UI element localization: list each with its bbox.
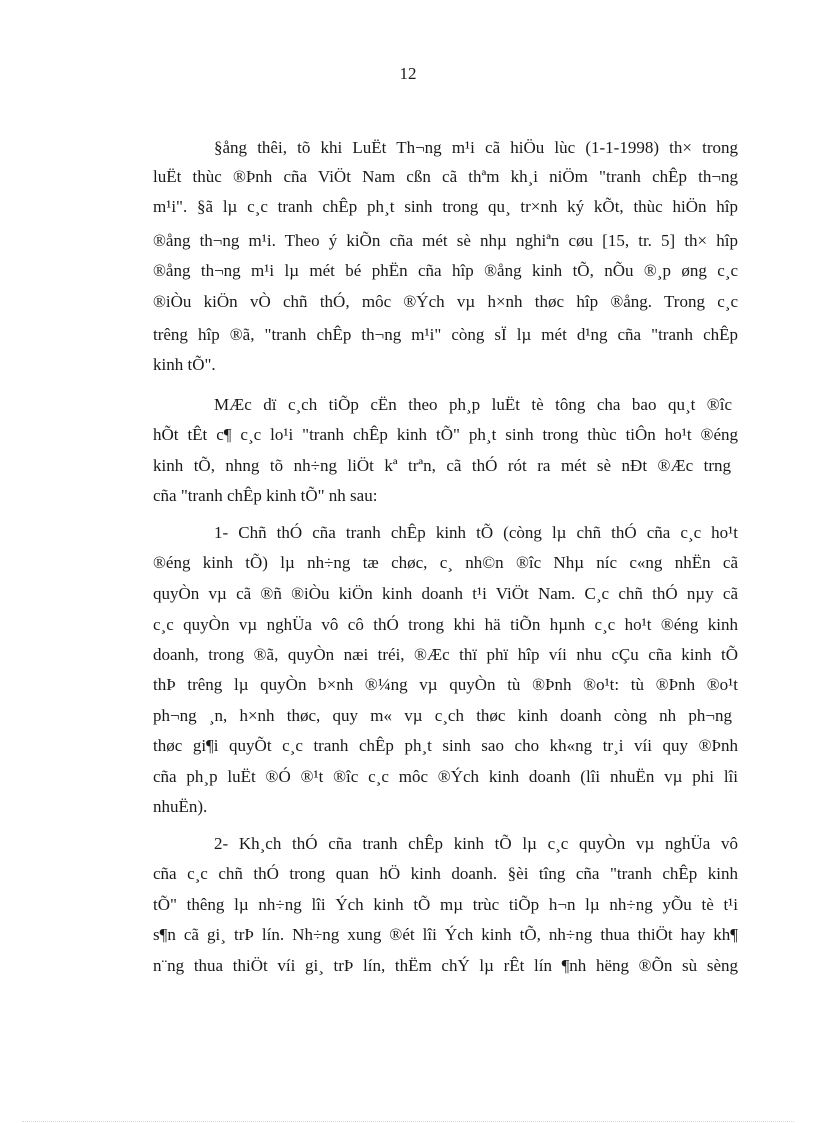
text-line: tÕ" thêng lµ nh÷ng lîi Ých kinh tÕ mµ trùc tiÕp h¬n lµ nh÷ng yÕu tè t¹i — [153, 895, 738, 914]
text-line: ®éng kinh tÕ) lµ nh÷ng tæ chøc, c¸ nh©n ®îc Nhµ níc c«ng nhËn cã — [153, 553, 738, 572]
text-line: trêng hîp ®ã, "tranh chÊp th¬ng m¹i" còng sÏ lµ mét d¹ng cña "tranh chÊp — [153, 325, 738, 344]
text-line: ®ång th¬ng m¹i lµ mét bé phËn cña hîp ®ång kinh tÕ, nÕu ®¸p øng c¸c — [153, 261, 738, 280]
text-line: cña "tranh chÊp kinh tÕ" nh sau: — [153, 486, 378, 505]
text-line: ®iÒu kiÖn vÒ chñ thÓ, môc ®Ých vµ h×nh thøc hîp ®ång. Trong c¸c — [153, 292, 738, 311]
text-line: kinh tÕ, nhng tõ nh÷ng liÖt kª trªn, cã thÓ rót ra mét sè nÐt ®Æc trng — [153, 456, 731, 475]
text-line: n¨ng thua thiÖt víi gi¸ trÞ lín, thËm chÝ lµ rÊt lín ¶nh hëng ®Õn sù sèng — [153, 956, 738, 975]
text-line: thøc gi¶i quyÕt c¸c tranh chÊp ph¸t sinh sao cho kh«ng tr¸i víi quy ®Þnh — [153, 736, 738, 755]
text-line: thÞ trêng lµ quyÒn b×nh ®¼ng vµ quyÒn tù ®Þnh ®o¹t: tù ®Þnh ®o¹t — [153, 675, 738, 694]
text-line: hÕt tÊt c¶ c¸c lo¹i "tranh chÊp kinh tÕ" ph¸t sinh trong thùc tiÔn ho¹t ®éng — [153, 425, 738, 444]
text-line: MÆc dï c¸ch tiÕp cËn theo ph¸p luËt tè tông cha bao qu¸t ®îc — [214, 395, 732, 414]
text-line: 1- Chñ thÓ cña tranh chÊp kinh tÕ (còng lµ chñ thÓ cña c¸c ho¹t — [214, 523, 738, 542]
text-line: quyÒn vµ cã ®ñ ®iÒu kiÖn kinh doanh t¹i ViÖt Nam. C¸c chñ thÓ nµy cã — [153, 584, 738, 603]
text-line: s¶n cã gi¸ trÞ lín. Nh÷ng xung ®ét lîi Ých kinh tÕ, nh÷ng thua thiÖt hay kh¶ — [153, 925, 738, 944]
text-line: ph¬ng ¸n, h×nh thøc, quy m« vµ c¸ch thøc kinh doanh còng nh ph¬ng — [153, 706, 732, 725]
text-line: §ång thêi, tõ khi LuËt Th¬ng m¹i cã hiÖu lùc (1-1-1998) th× trong — [214, 138, 738, 157]
text-line: m¹i". §ã lµ c¸c tranh chÊp ph¸t sinh trong qu¸ tr×nh ký kÕt, thùc hiÖn hîp — [153, 197, 738, 216]
text-line: kinh tÕ". — [153, 355, 216, 374]
text-line: cña ph¸p luËt ®Ó ®¹t ®îc c¸c môc ®Ých kinh doanh (lîi nhuËn vµ phi lîi — [153, 767, 738, 786]
text-line: 2- Kh¸ch thÓ cña tranh chÊp kinh tÕ lµ c¸c quyÒn vµ nghÜa vô — [214, 834, 738, 853]
text-line: ®ång th¬ng m¹i. Theo ý kiÕn cña mét sè nhµ nghiªn cøu [15, tr. 5] th× hîp — [153, 231, 738, 250]
page-number: 12 — [399, 64, 417, 83]
text-line: cña c¸c chñ thÓ trong quan hÖ kinh doanh. §èi tîng cña "tranh chÊp kinh — [153, 864, 738, 883]
page-bottom-divider — [22, 1121, 794, 1122]
text-line: luËt thùc ®Þnh cña ViÖt Nam cßn cã thªm kh¸i niÖm "tranh chÊp th¬ng — [153, 167, 738, 186]
text-line: nhuËn). — [153, 797, 208, 816]
text-line: c¸c quyÒn vµ nghÜa vô cô thÓ trong khi hä tiÕn hµnh c¸c ho¹t ®éng kinh — [153, 615, 738, 634]
text-line: doanh, trong ®ã, quyÒn næi tréi, ®Æc thï phï hîp víi nhu cÇu cña kinh tÕ — [153, 645, 738, 664]
